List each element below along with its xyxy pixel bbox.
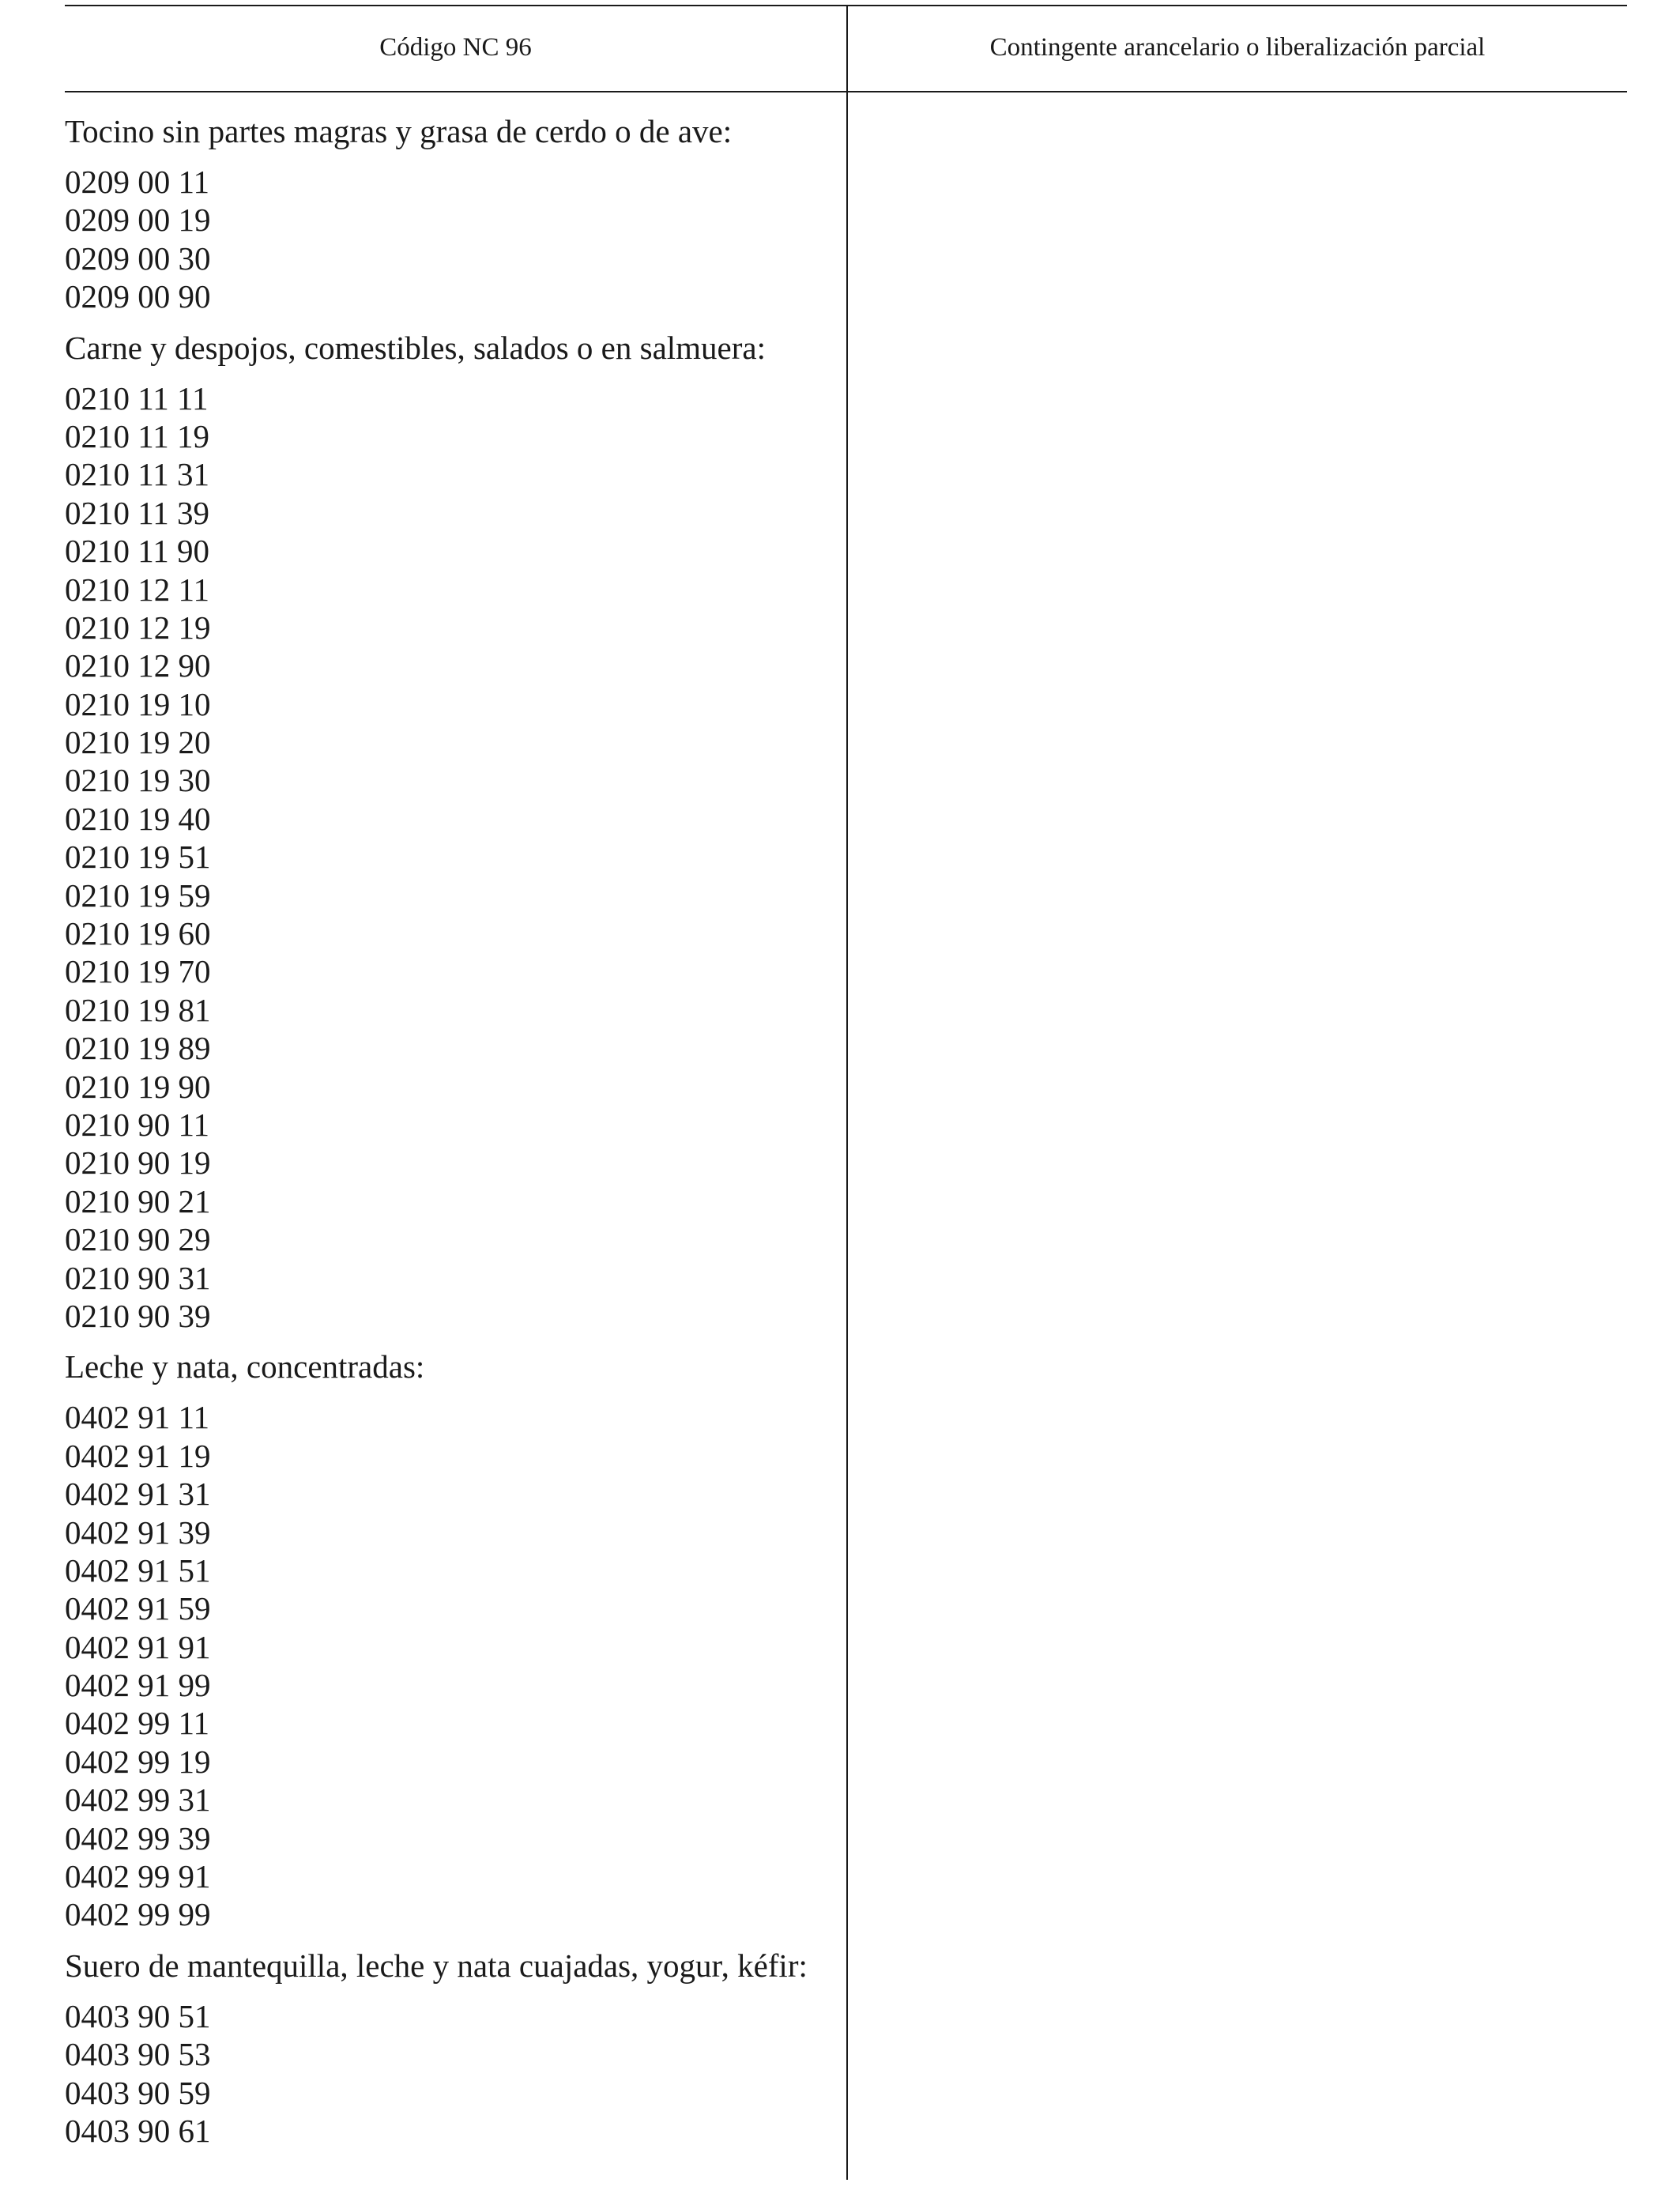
- nc-code: 0402 99 31: [65, 1781, 211, 1819]
- nc-code: 0210 90 29: [65, 1221, 211, 1258]
- nc-code: 0402 91 31: [65, 1476, 211, 1513]
- nc-code: 0403 90 61: [65, 2112, 211, 2149]
- nc-code: 0210 19 70: [65, 953, 211, 990]
- document-page: [65, 0, 1627, 2194]
- nc-code: 0402 91 39: [65, 1514, 211, 1551]
- nc-code: 0210 90 31: [65, 1259, 211, 1296]
- nc-code: 0403 90 51: [65, 1997, 211, 2034]
- nc-code: 0210 90 21: [65, 1182, 211, 1220]
- nc-code: 0210 11 31: [65, 456, 209, 493]
- nc-code: 0402 99 11: [65, 1705, 209, 1742]
- nc-code: 0210 19 60: [65, 915, 211, 952]
- code-column: [65, 112, 831, 2162]
- code-list: [65, 379, 831, 1336]
- group-suero: [65, 1947, 831, 2151]
- nc-code: 0210 11 90: [65, 533, 209, 570]
- nc-code: 0210 19 30: [65, 762, 211, 799]
- code-list: [65, 1398, 831, 1933]
- group-carne: [65, 329, 831, 1336]
- header-code-column: Código NC 96: [379, 33, 532, 62]
- nc-code: 0210 19 40: [65, 800, 211, 837]
- group-title: Tocino sin partes magras y grasa de cerdo o de ave:: [65, 113, 733, 149]
- nc-code: 0402 91 59: [65, 1590, 211, 1627]
- nc-code: 0402 91 51: [65, 1551, 211, 1589]
- group-title: Leche y nata, concentradas:: [65, 1348, 425, 1385]
- nc-code: 0402 91 11: [65, 1399, 209, 1436]
- nc-code: 0403 90 53: [65, 2036, 211, 2073]
- nc-code: 0209 00 11: [65, 164, 209, 200]
- nc-code: 0402 99 19: [65, 1743, 211, 1780]
- nc-code: 0210 19 89: [65, 1030, 211, 1067]
- nc-code: 0210 11 19: [65, 417, 209, 454]
- nc-code: 0402 99 39: [65, 1819, 211, 1857]
- nc-code: 0210 11 39: [65, 494, 209, 531]
- nc-code: 0402 91 99: [65, 1667, 211, 1704]
- group-tocino: [65, 112, 831, 316]
- nc-code: 0210 19 81: [65, 991, 211, 1028]
- nc-code: 0210 12 90: [65, 647, 211, 684]
- nc-code: 0210 19 59: [65, 876, 211, 914]
- nc-code: 0403 90 59: [65, 2074, 211, 2111]
- nc-code: 0209 00 30: [65, 239, 211, 277]
- quota-column: [848, 92, 1627, 2180]
- group-title: Carne y despojos, comestibles, salados o en salmuera:: [65, 329, 766, 366]
- nc-code: 0210 90 39: [65, 1297, 211, 1334]
- group-title: Suero de mantequilla, leche y nata cuajadas, yogur, kéfir:: [65, 1947, 808, 1984]
- nc-code: 0210 90 11: [65, 1106, 209, 1143]
- nc-code: 0210 90 19: [65, 1144, 211, 1182]
- header-quota-column: Contingente arancelario o liberalización parcial: [989, 33, 1486, 62]
- nc-code: 0209 00 19: [65, 202, 211, 239]
- nc-code: 0209 00 90: [65, 278, 211, 315]
- nc-code: 0210 19 51: [65, 839, 211, 876]
- code-list: [65, 1997, 831, 2151]
- nc-code: 0402 91 91: [65, 1628, 211, 1665]
- nc-code: 0402 99 91: [65, 1858, 211, 1895]
- nc-code: 0402 91 19: [65, 1437, 211, 1474]
- nc-code: 0210 19 90: [65, 1068, 211, 1105]
- group-leche: [65, 1348, 831, 1933]
- nc-code: 0210 12 11: [65, 571, 209, 608]
- nc-code: 0402 99 99: [65, 1896, 211, 1933]
- nc-code: 0210 19 10: [65, 685, 211, 722]
- nc-code: 0210 11 11: [65, 379, 209, 417]
- nc-code: 0210 12 19: [65, 609, 211, 646]
- code-list: [65, 163, 831, 316]
- nc-code: 0210 19 20: [65, 724, 211, 761]
